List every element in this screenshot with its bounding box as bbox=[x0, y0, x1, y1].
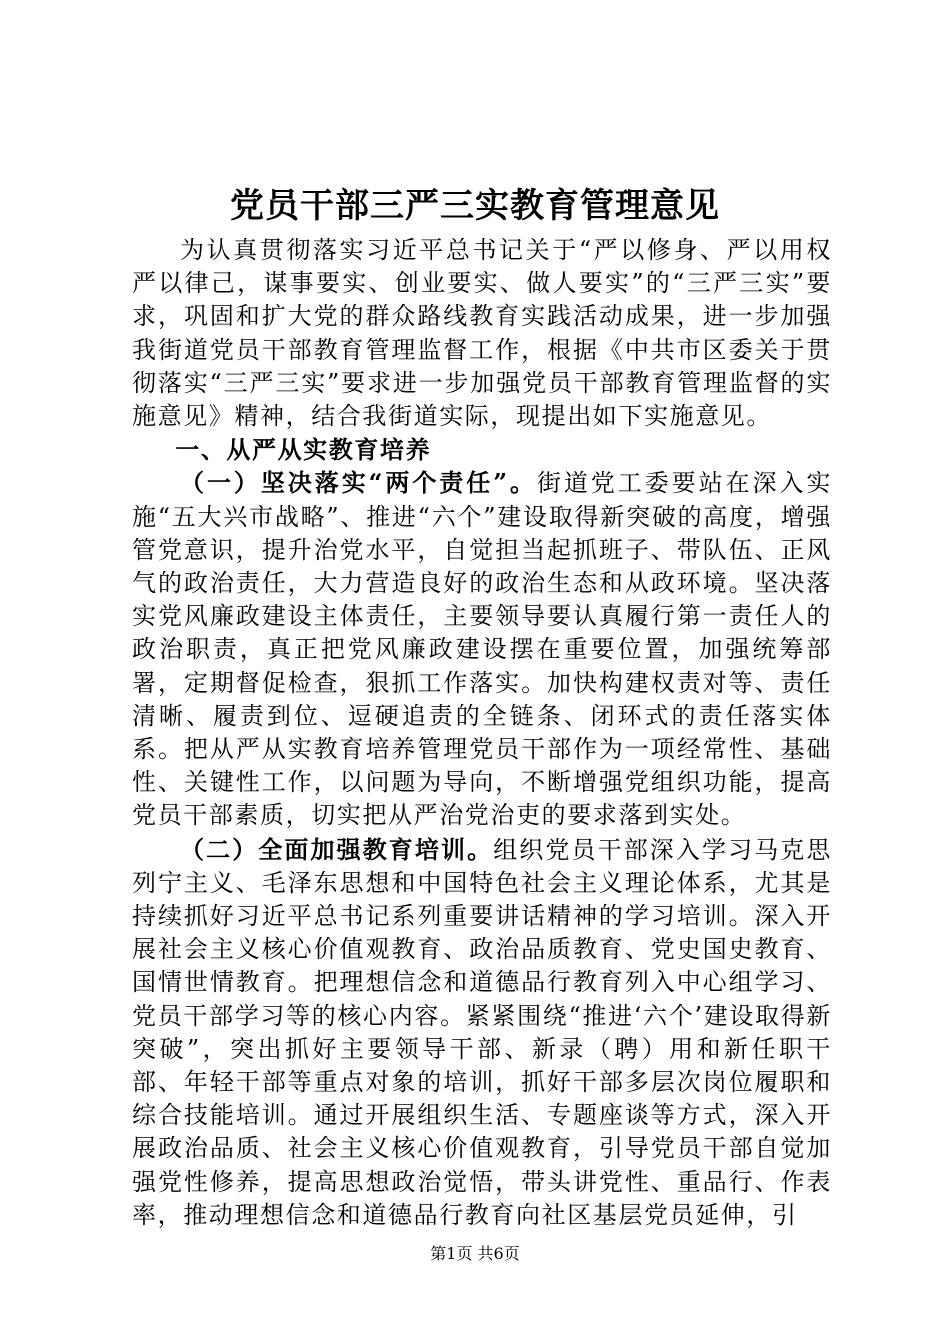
item-2-text: 组织党员干部深入学习马克思列宁主义、毛泽东思想和中国特色社会主义理论体系，尤其是持续抓好习近平总书记系列重要讲话精神的学习培训。深入开展社会主义核心价值观教育、政治品质教育、党史国史教育、国情世情教育。把理想信念和道德品行教育列入中心组学习、党员干部学习等的核心内容。紧紧围绕“推进‘六个’建设取得新突破”，突出抓好主要领导干部、新录（聘）用和新任职干部、年轻干部等重点对象的培训，抓好干部多层次岗位履职和综合技能培训。通过开展组织生活、专题座谈等方式，深入开展政治品质、社会主义核心价值观教育，引导党员干部自觉加强党性修养，提高思想政治觉悟，带头讲党性、重品行、作表率，推动理想信念和道德品行教育向社区基层党员延伸，引 bbox=[132, 835, 832, 1229]
section-heading-1: 一、从严从实教育培养 bbox=[175, 435, 432, 465]
item-2-paragraph bbox=[132, 833, 832, 1232]
item-2-lead: （二）全面加强教育培训。 bbox=[180, 834, 494, 864]
document-body bbox=[132, 234, 832, 1232]
item-1-paragraph bbox=[132, 466, 832, 832]
page-footer: 第1页 共6页 bbox=[430, 1244, 520, 1263]
item-1-lead: （一）坚决落实“两个责任”。 bbox=[180, 468, 537, 498]
intro-paragraph: 为认真贯彻落实习近平总书记关于“严以修身、严以用权严以律己，谋事要实、创业要实、做人要实”的“三严三实”要求，巩固和扩大党的群众路线教育实践活动成果，进一步加强我街道党员干部教育管理监督工作，根据《中共市区委关于贯彻落实“三严三实”要求进一步加强党员干部教育管理监督的实施意见》精神，结合我街道实际，现提出如下实施意见。 bbox=[132, 236, 832, 431]
item-1-text: 街道党工委要站在深入实施“五大兴市战略”、推进“六个”建设取得新突破的高度，增强管党意识，提升治党水平，自觉担当起抓班子、带队伍、正风气的政治责任，大力营造良好的政治生态和从政环境。坚决落实党风廉政建设主体责任，主要领导要认真履行第一责任人的政治职责，真正把党风廉政建设摆在重要位置，加强统筹部署，定期督促检查，狠抓工作落实。加快构建权责对等、责任清晰、履责到位、逗硬追责的全链条、闭环式的责任落实体系。把从严从实教育培养管理党员干部作为一项经常性、基础性、关键性工作，以问题为导向，不断增强党组织功能，提高党员干部素质，切实把从严治党治吏的要求落到实处。 bbox=[132, 469, 832, 830]
document-title: 党员干部三严三实教育管理意见 bbox=[230, 186, 720, 226]
